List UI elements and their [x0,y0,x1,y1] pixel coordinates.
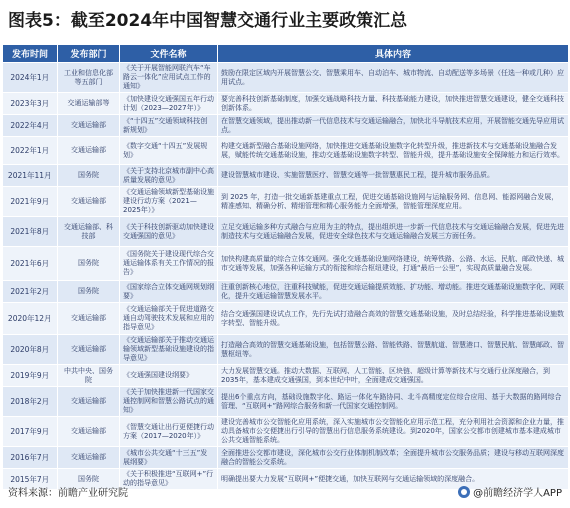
cell-name: 《关于科技创新驱动加快建设交通强国的意见》 [120,217,218,247]
cell-time: 2015年7月 [3,469,58,490]
cell-time: 2020年8月 [3,335,58,365]
source-note: 资料来源：前瞻产业研究院 [8,488,128,499]
cell-content: 全面推进公交都市建设，深化城市公交行业体制机制改革；全面提升城市公交服务品质；建设与移动互联网深度融合的智能公交系统。 [218,447,569,469]
cell-time: 2016年7月 [3,447,58,469]
cell-name: 《关于积极推进“互联网+”行动的指导意见》 [120,469,218,490]
header-time: 发布时间 [3,45,58,63]
table-header-row [3,45,569,63]
cell-name: 《交通运输部关于促进道路交通自动驾驶技术发展和应用的指导意见》 [120,303,218,335]
cell-name: 《数字交通“十四五”发展规划》 [120,137,218,165]
cell-name: 《关于加快推进新一代国家交通控制网和智慧公路试点的通知》 [120,387,218,417]
cell-name: 《关于开展智能网联汽车“车路云一体化”应用试点工作的通知》 [120,63,218,93]
table-row [3,165,569,187]
cell-content: 结合交通强国建设试点工作，先行先试打造融合高效的智慧交通基础设施，及时总结经验，科学推进基础设施数字转型、智能升级。 [218,303,569,335]
header-content: 具体内容 [218,45,569,63]
table-row [3,63,569,93]
header-dept: 发布部门 [58,45,120,63]
cell-dept: 交通运输部 [58,447,120,469]
cell-content: 到 2025 年，打造一批交通新基建重点工程，促进交通基础设施网与运输服务网、信息网、能源网融合发展，精准感知、精确分析、精细管理和精心服务能力全面增强，智能管理深度应用。 [218,187,569,217]
cell-dept: 交通运输部 [58,115,120,137]
cell-dept: 中共中央、国务院 [58,365,120,387]
cell-dept: 国务院 [58,469,120,490]
cell-time: 2021年11月 [3,165,58,187]
policy-table [2,44,569,490]
cell-content: 注重创新核心地位，注重科技赋能，促进交通运输提质效能、扩功能、增动能。推进交通基础设施数字化、网联化，提升交通运输智慧发展水平。 [218,281,569,303]
cell-dept: 交通运输部等 [58,93,120,115]
cell-content: 鼓励在限定区域内开展智慧公交、智慧乘用车、自动泊车、城市物流、自动配送等多场景（任选一种或几种）应用试点。 [218,63,569,93]
cell-dept: 交通运输部 [58,137,120,165]
cell-content: 建设智慧城市建设、实施智慧医疗、智慧交通等一批智慧惠民工程，提升城市服务品质。 [218,165,569,187]
brand-label: @前瞻经济学人APP [473,488,562,499]
cell-time: 2018年2月 [3,387,58,417]
table-row [3,335,569,365]
cell-dept: 交通运输部 [58,303,120,335]
cell-dept: 国务院 [58,247,120,281]
table-body [3,63,569,490]
cell-content: 构建交通新型融合基础设施网络，加快推进交通基础设施数字化转型升级，推进新技术与交通基础设施融合发展，赋能传统交通基础设施，推动交通基础设施数字转型、智能升级，提升基础设施安全保障能力和运行效率。 [218,137,569,165]
cell-name: 《交通运输部关于推动交通运输领域新型基础设施建设的指导意见》 [120,335,218,365]
table-row [3,247,569,281]
table-row [3,217,569,247]
table-row [3,187,569,217]
cell-name: 《“十四五”交通领域科技创新规划》 [120,115,218,137]
cell-time: 2021年9月 [3,187,58,217]
cell-content: 提出6个重点方向，基础设施数字化、路运一体化车路协同、北斗高精度定位综合应用、基于大数据的路网综合管理、“互联网+”路网综合服务和新一代国家交通控制网。 [218,387,569,417]
cell-time: 2022年4月 [3,115,58,137]
cell-content: 打造融合高效的智慧交通基础设施，包括智慧公路、智能铁路、智慧航道、智慧港口、智慧民航、智慧邮政、智慧枢纽等。 [218,335,569,365]
table-row [3,387,569,417]
cell-time: 2023年3月 [3,93,58,115]
table-row [3,365,569,387]
cell-time: 2021年6月 [3,247,58,281]
cell-name: 《加快建设交通强国五年行动计划（2023—2027年）》 [120,93,218,115]
table-row [3,281,569,303]
cell-content: 大力发展智慧交通。推动大数据、互联网、人工智能、区块链、超级计算等新技术与交通行业深度融合，到2035年，基本建成交通强国，到本世纪中叶，全面建成交通强国。 [218,365,569,387]
cell-dept: 交通运输部、科技部 [58,217,120,247]
cell-time: 2024年1月 [3,63,58,93]
cell-dept: 交通运输部 [58,335,120,365]
cell-time: 2022年1月 [3,137,58,165]
cell-content: 立足交通运输多种方式融合与应用为主的特点，提出组织进一步新一代信息技术与交通运输融合发展，促进先进制造技术与交通运输融合发展，促进安全绿色技术与交通运输融合发展三方面任务。 [218,217,569,247]
brand-credit [458,484,562,499]
cell-name: 《智慧交通让出行更便捷行动方案（2017—2020年）》 [120,417,218,447]
cell-dept: 国务院 [58,165,120,187]
cell-time: 2021年2月 [3,281,58,303]
cell-time: 2019年9月 [3,365,58,387]
cell-name: 《国务院关于建设现代综合交通运输体系有关工作情况的报告》 [120,247,218,281]
cell-content: 明确提出要大力发展“互联网+”便捷交通，加快互联网与交通运输领域的深度融合。 [218,469,569,490]
table-row [3,417,569,447]
cell-time: 2021年8月 [3,217,58,247]
cell-dept: 交通运输部 [58,187,120,217]
cell-name: 《关于支持北京城市副中心高质量发展的意见》 [120,165,218,187]
cell-name: 《交通运输领域新型基础设施建设行动方案（2021—2025年）》 [120,187,218,217]
table-row [3,115,569,137]
table-row [3,447,569,469]
policy-table-container [2,44,568,490]
page-title: 图表5：截至2024年中国智慧交通行业主要政策汇总 [8,11,408,31]
table-row [3,93,569,115]
cell-content: 要完善科技创新基础制度，加强交通战略科技力量、科技基础能力建设，加快推进智慧交通建设，健全交通科技创新体系。 [218,93,569,115]
cell-time: 2020年12月 [3,303,58,335]
cell-content: 建设完善城市公交智能化应用系统，深入实施城市公交智能化应用示范工程，充分利用社会资源和企业力量，推动具备城市公交便捷出行引导的智慧出行信息服务系统建设。到2020年，国家公交都市创建城市基本建成城市公共交通智能系统。 [218,417,569,447]
cell-dept: 国务院 [58,281,120,303]
cell-name: 《国家综合立体交通网规划纲要》 [120,281,218,303]
cell-dept: 工业和信息化部等五部门 [58,63,120,93]
table-row [3,137,569,165]
cell-content: 在智慧交通领域，提出推动新一代信息技术与交通运输融合，加快北斗导航技术应用，开展智能交通先导应用试点。 [218,115,569,137]
cell-name: 《交通强国建设纲要》 [120,365,218,387]
cell-content: 加快构建高质量的综合立体交通网。强化交通基础设施网络建设，统筹铁路、公路、水运、民航、邮政快递、城市交通等发展，加强各种运输方式的衔接和综合枢纽建设，打通“最后一公里”，实现高质量融合发展。 [218,247,569,281]
table-row [3,303,569,335]
header-name: 文件名称 [120,45,218,63]
cell-time: 2017年9月 [3,417,58,447]
cell-name: 《城市公共交通“十三五”发展纲要》 [120,447,218,469]
cell-dept: 交通运输部 [58,417,120,447]
brand-logo-icon [458,486,470,498]
cell-dept: 交通运输部 [58,387,120,417]
